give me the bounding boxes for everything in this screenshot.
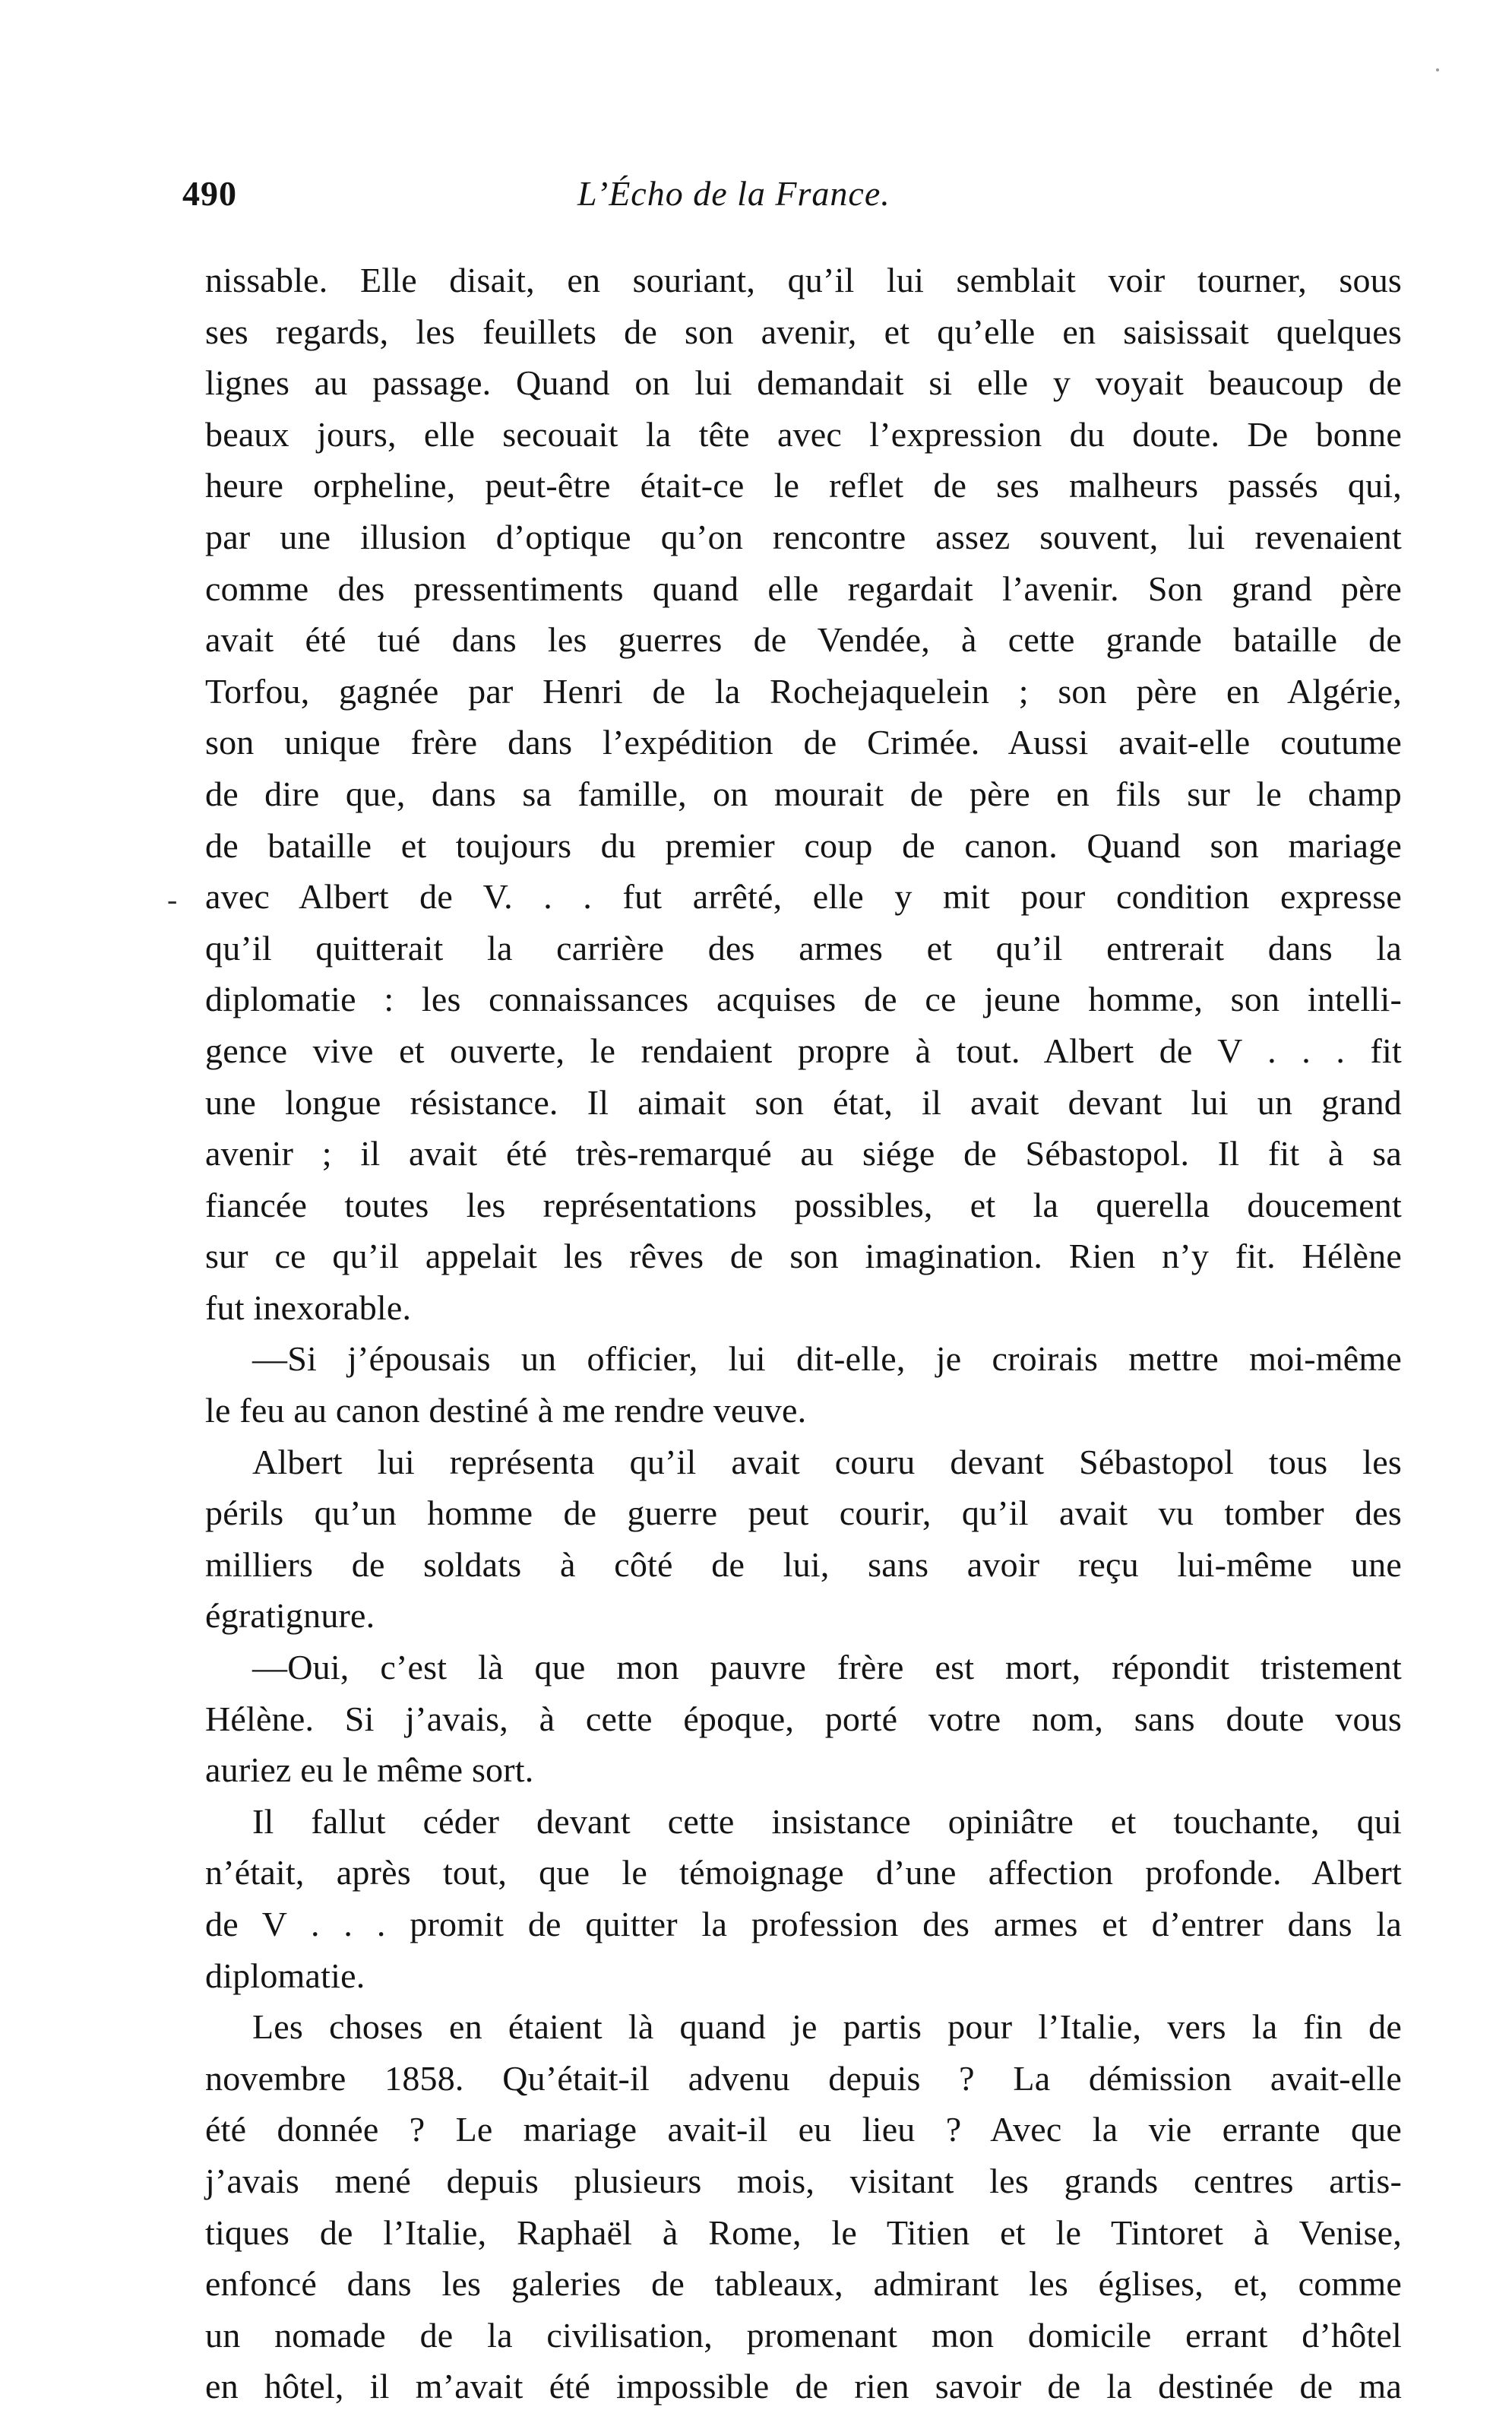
text-line: beaux jours, elle secouait la tête avec l’expression du doute. De bonne xyxy=(205,414,1402,454)
text-line: le feu au canon destiné à me rendre veuve. xyxy=(205,1391,807,1430)
text-line: avec Albert de V. . . fut arrêté, elle y mit pour condition expresse xyxy=(205,877,1402,917)
text-line: ses regards, les feuillets de son avenir, et qu’elle en saisissait quelques xyxy=(205,312,1402,351)
text-line: comme des pressentiments quand elle regardait l’avenir. Son grand père xyxy=(205,569,1402,608)
text-line: Hélène. Si j’avais, à cette époque, porté votre nom, sans doute vous xyxy=(205,1699,1402,1738)
text-line: fiancée toutes les représentations possibles, et la querella doucement xyxy=(205,1185,1402,1224)
text-line: tiques de l’Italie, Raphaël à Rome, le Titien et le Tintoret à Venise, xyxy=(205,2212,1402,2252)
text-line: de V . . . promit de quitter la profession des armes et d’entrer dans la xyxy=(205,1905,1402,1943)
text-line: —Oui, c’est là que mon pauvre frère est mort, répondit tristement xyxy=(252,1648,1402,1687)
text-line: avenir ; il avait été très-remarqué au siége de Sébastopol. Il fit à sa xyxy=(205,1134,1402,1173)
text-line: diplomatie : les connaissances acquises de ce jeune homme, son intelli- xyxy=(205,980,1402,1019)
text-line: heure orpheline, peut-être était-ce le reflet de ses malheurs passés qui, xyxy=(205,466,1402,505)
text-line: n’était, après tout, que le témoignage d’une affection profonde. Albert xyxy=(205,1853,1402,1892)
text-line: de dire que, dans sa famille, on mourait de père en fils sur le champ xyxy=(205,774,1402,813)
text-line: égratignure. xyxy=(205,1596,375,1636)
text-line: milliers de soldats à côté de lui, sans avoir reçu lui-même une xyxy=(205,1544,1402,1584)
text-line: nissable. Elle disait, en souriant, qu’il lui semblait voir tourner, sous xyxy=(205,261,1402,299)
text-line: —Si j’épousais un officier, lui dit-elle, je croirais mettre moi-même xyxy=(252,1339,1402,1379)
text-line: Albert lui représenta qu’il avait couru devant Sébastopol tous les xyxy=(252,1442,1402,1481)
text-line: j’avais mené depuis plusieurs mois, visitant les grands centres artis- xyxy=(205,2161,1402,2200)
text-line: avait été tué dans les guerres de Vendée, à cette grande bataille de xyxy=(205,620,1402,660)
text-line: été donnée ? Le mariage avait-il eu lieu ? Avec la vie errante que xyxy=(205,2110,1402,2149)
scan-speck xyxy=(1436,68,1439,71)
text-line: enfoncé dans les galeries de tableaux, admirant les églises, et, comme xyxy=(205,2264,1402,2304)
text-line: qu’il quitterait la carrière des armes et qu’il entrerait dans la xyxy=(205,928,1402,968)
text-line: par une illusion d’optique qu’on rencontre assez souvent, lui revenaient xyxy=(205,517,1402,556)
text-line: de bataille et toujours du premier coup de canon. Quand son mariage xyxy=(205,825,1402,865)
text-line: diplomatie. xyxy=(205,1956,365,1995)
text-line: un nomade de la civilisation, promenant mon domicile errant d’hôtel xyxy=(205,2315,1402,2355)
text-line: Les choses en étaient là quand je partis pour l’Italie, vers la fin de xyxy=(252,2007,1402,2047)
text-line: une longue résistance. Il aimait son état, il avait devant lui un grand xyxy=(205,1082,1402,1122)
text-line: fut inexorable. xyxy=(205,1288,412,1327)
running-title: L’Écho de la France. xyxy=(577,174,890,213)
text-line: lignes au passage. Quand on lui demandait si elle y voyait beaucoup de xyxy=(205,363,1402,403)
text-line: sur ce qu’il appelait les rêves de son imagination. Rien n’y fit. Hélène xyxy=(205,1237,1402,1276)
page-header xyxy=(182,173,1390,219)
text-line: gence vive et ouverte, le rendaient propre à tout. Albert de V . . . fit xyxy=(205,1031,1402,1070)
margin-mark: - xyxy=(167,882,178,917)
text-line: son unique frère dans l’expédition de Crimée. Aussi avait-elle coutume xyxy=(205,723,1402,762)
text-line: en hôtel, il m’avait été impossible de rien savoir de la destinée de ma xyxy=(205,2367,1402,2406)
page-number: 490 xyxy=(182,174,237,213)
text-line: Il fallut céder devant cette insistance opiniâtre et touchante, qui xyxy=(252,1801,1402,1841)
text-line: novembre 1858. Qu’était-il advenu depuis ? La démission avait-elle xyxy=(205,2058,1402,2098)
text-line: Torfou, gagnée par Henri de la Rochejaquelein ; son père en Algérie, xyxy=(205,671,1402,711)
body-text xyxy=(205,255,1402,2412)
text-line: auriez eu le même sort. xyxy=(205,1750,534,1790)
text-line: périls qu’un homme de guerre peut courir, qu’il avait vu tomber des xyxy=(205,1493,1402,1533)
